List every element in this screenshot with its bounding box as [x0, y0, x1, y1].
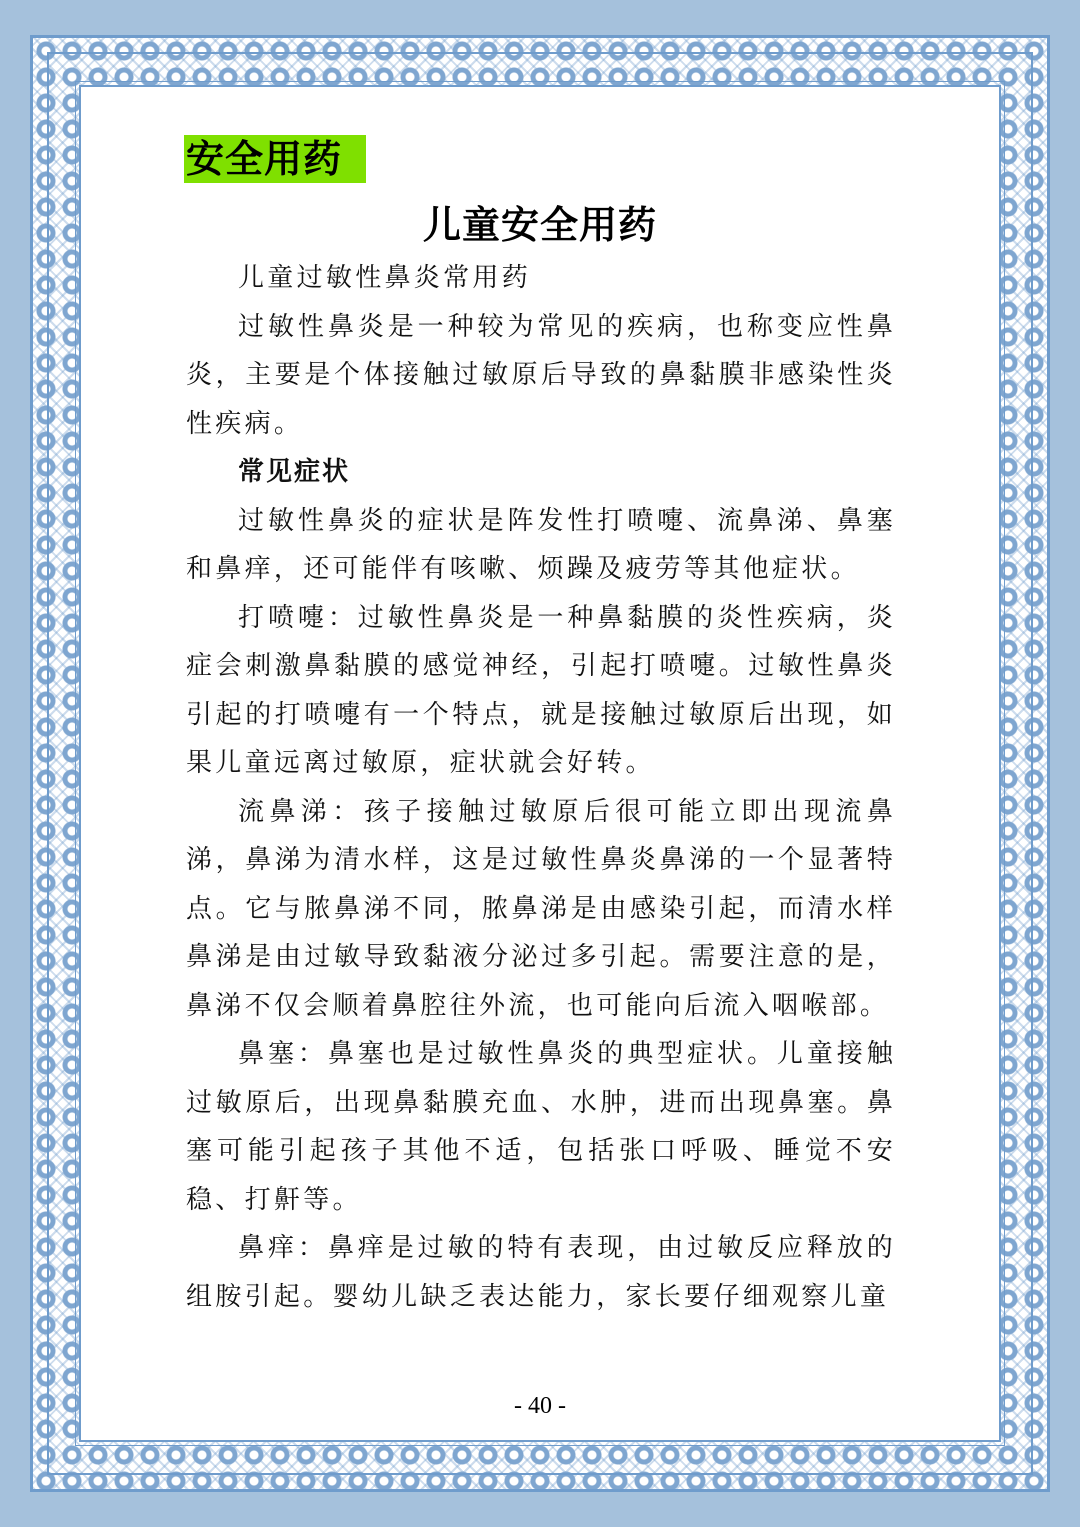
paragraph-nasal-itch: 鼻痒：鼻痒是过敏的特有表现，由过敏反应释放的组胺引起。婴幼儿缺乏表达能力，家长要仔细观察儿童 — [186, 1233, 896, 1312]
paragraph-subtitle: 儿童过敏性鼻炎常用药 — [238, 263, 532, 293]
section-tag: 安全用药 — [184, 135, 366, 183]
article-title: 儿童安全用药 — [422, 203, 657, 247]
section-heading-symptoms: 常见症状 — [238, 457, 351, 487]
paragraph-sneezing: 打喷嚏：过敏性鼻炎是一种鼻黏膜的炎性疾病，炎症会刺激鼻黏膜的感觉神经，引起打喷嚏。过敏性鼻炎引起的打喷嚏有一个特点，就是接触过敏原后出现，如果儿童远离过敏原，症状就会好转。 — [186, 602, 896, 778]
paragraph-runny-nose: 流鼻涕：孩子接触过敏原后很可能立即出现流鼻涕，鼻涕为清水样，这是过敏性鼻炎鼻涕的一个显著特点。它与脓鼻涕不同，脓鼻涕是由感染引起，而清水样鼻涕是由过敏导致黏液分泌过多引起。需要注意的是，鼻涕不仅会顺着鼻腔往外流，也可能向后流入咽喉部。 — [186, 796, 896, 1021]
article-body — [186, 254, 896, 1321]
page-number: - 40 - — [514, 1393, 566, 1419]
paragraph-symptoms: 过敏性鼻炎的症状是阵发性打喷嚏、流鼻涕、鼻塞和鼻痒，还可能伴有咳嗽、烦躁及疲劳等其他症状。 — [186, 505, 896, 584]
paragraph-nasal-congestion: 鼻塞：鼻塞也是过敏性鼻炎的典型症状。儿童接触过敏原后，出现鼻黏膜充血、水肿，进而出现鼻塞。鼻塞可能引起孩子其他不适，包括张口呼吸、睡觉不安稳、打鼾等。 — [186, 1039, 896, 1215]
paragraph-intro: 过敏性鼻炎是一种较为常见的疾病，也称变应性鼻炎，主要是个体接触过敏原后导致的鼻黏膜非感染性炎性疾病。 — [186, 311, 896, 439]
